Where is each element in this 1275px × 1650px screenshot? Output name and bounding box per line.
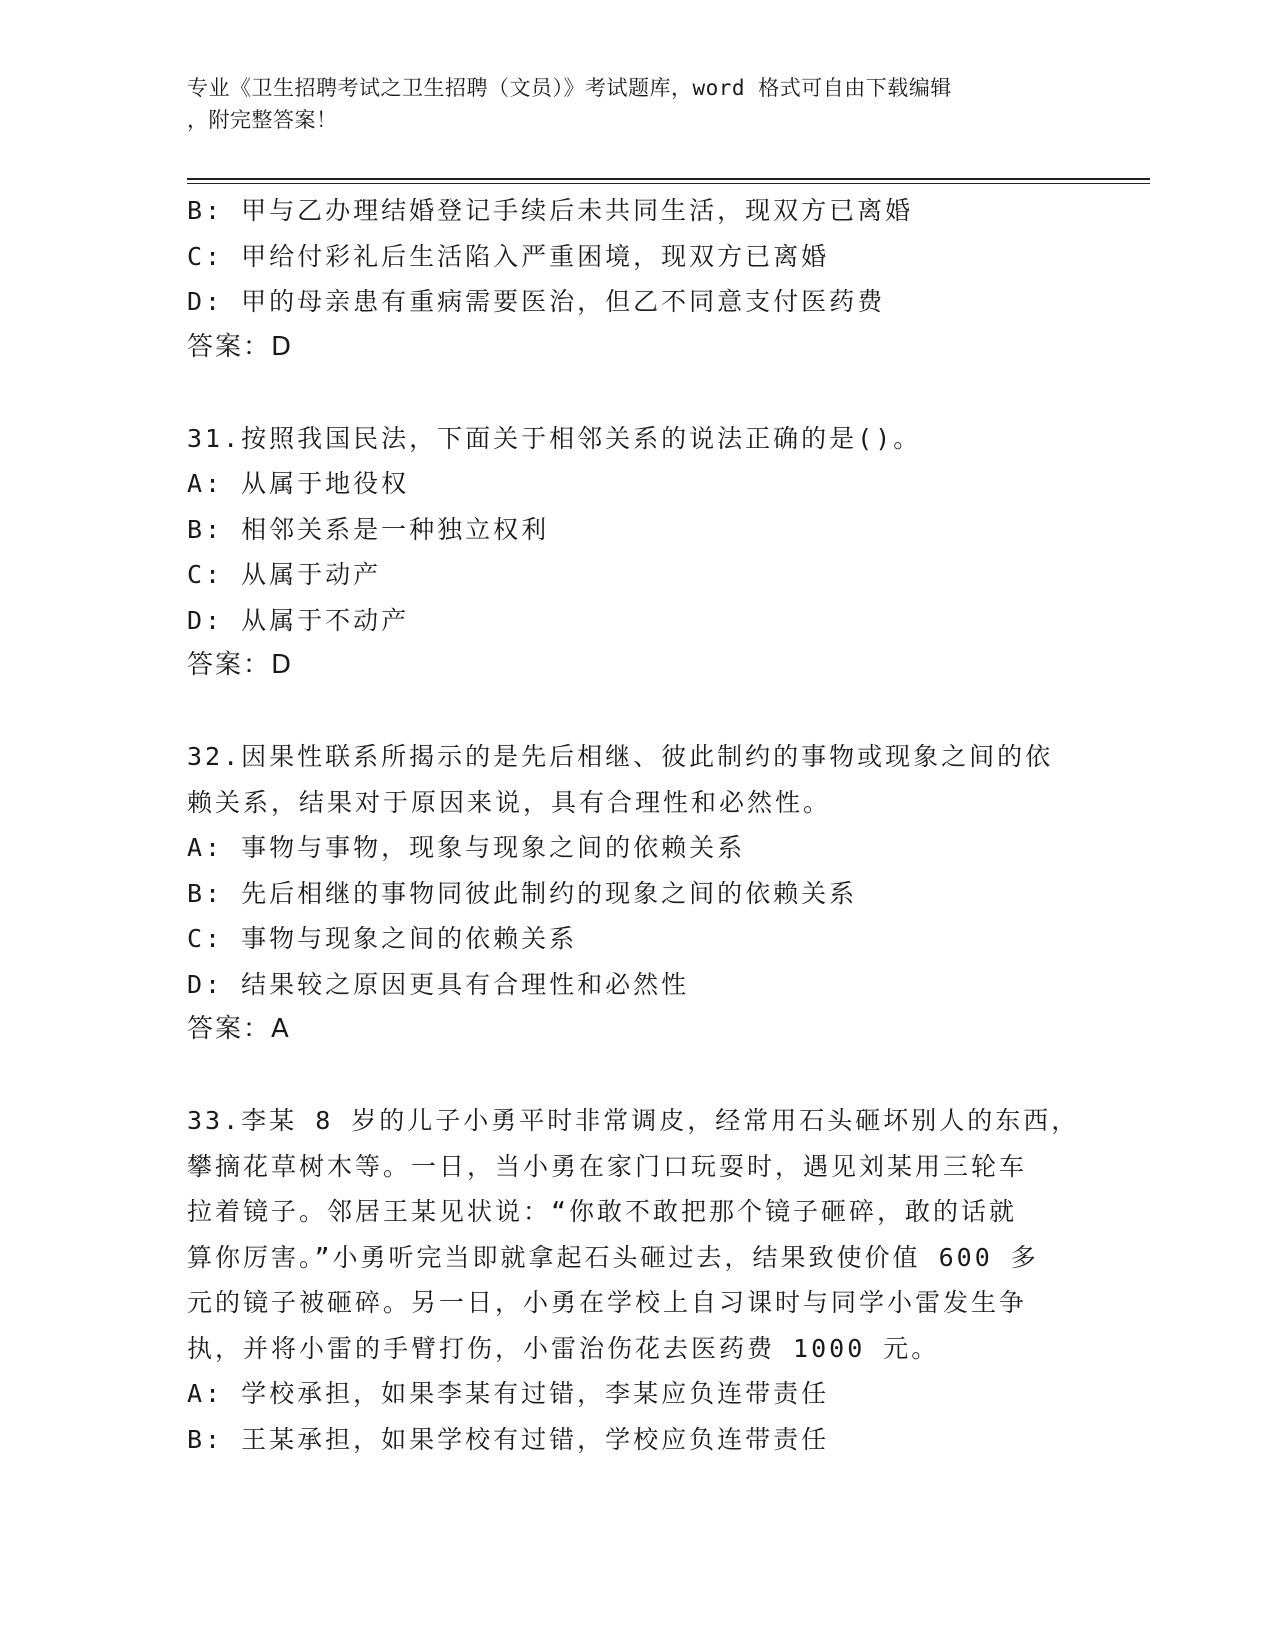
header-line-1: 专业《卫生招聘考试之卫生招聘（文员）》考试题库，word 格式可自由下载编辑 <box>187 76 952 100</box>
option-d: D: 甲的母亲患有重病需要医治，但乙不同意支付医药费 <box>187 287 886 316</box>
question-stem-line: 执，并将小雷的手臂打伤，小雷治伤花去医药费 1000 元。 <box>187 1333 940 1363</box>
option-c: C: 甲给付彩礼后生活陷入严重困境，现双方已离婚 <box>187 241 830 271</box>
header-line-2: ，附完整答案！ <box>187 108 338 132</box>
option-d: D: 结果较之原因更具有合理性和必然性 <box>187 969 690 999</box>
question-stem-line: 32.因果性联系所揭示的是先后相继、彼此制约的事物或现象之间的依 <box>187 742 1054 771</box>
question-stem-line: 33.李某 8 岁的儿子小勇平时非常调皮，经常用石头砸坏别人的东西， <box>187 1106 1080 1135</box>
spacer <box>187 689 1087 735</box>
option-b: B: 甲与乙办理结婚登记手续后未共同生活，现双方已离婚 <box>187 196 914 225</box>
option-b: B: 先后相继的事物同彼此制约的现象之间的依赖关系 <box>187 878 858 908</box>
question-32 <box>187 734 1087 1053</box>
spacer <box>187 1053 1087 1099</box>
question-33 <box>187 1098 1087 1462</box>
document-header <box>187 72 1067 136</box>
option-d: D: 从属于不动产 <box>187 605 410 635</box>
option-b: B: 相邻关系是一种独立权利 <box>187 514 550 544</box>
option-a: A: 从属于地役权 <box>187 469 410 498</box>
question-30 <box>187 188 1087 370</box>
option-a: A: 学校承担，如果李某有过错，李某应负连带责任 <box>187 1379 830 1408</box>
option-c: C: 事物与现象之间的依赖关系 <box>187 924 578 953</box>
question-stem-line: 拉着镜子。邻居王某见状说：“你敢不敢把那个镜子砸碎，敢的话就 <box>187 1197 1018 1226</box>
question-stem-line: 攀摘花草树木等。一日，当小勇在家门口玩耍时，遇见刘某用三轮车 <box>187 1151 1028 1181</box>
question-stem-line: 赖关系，结果对于原因来说，具有合理性和必然性。 <box>187 787 832 817</box>
question-31 <box>187 416 1087 689</box>
option-c: C: 从属于动产 <box>187 560 382 589</box>
question-content <box>187 188 1087 1462</box>
question-stem-line: 算你厉害。”小勇听完当即就拿起石头砸过去，结果致使价值 600 多 <box>187 1242 1039 1272</box>
answer: 答案：D <box>187 331 294 362</box>
answer: 答案：A <box>187 1014 291 1044</box>
header-rule-thick <box>187 178 1150 180</box>
spacer <box>187 370 1087 416</box>
option-b: B: 王某承担，如果学校有过错，学校应负连带责任 <box>187 1424 830 1454</box>
question-stem: 31.按照我国民法，下面关于相邻关系的说法正确的是()。 <box>187 423 922 453</box>
question-stem-line: 元的镜子被砸碎。另一日，小勇在学校上自习课时与同学小雷发生争 <box>187 1288 1028 1317</box>
option-a: A: 事物与事物，现象与现象之间的依赖关系 <box>187 833 746 862</box>
answer: 答案：D <box>187 650 294 680</box>
header-rule-thin <box>187 183 1150 184</box>
